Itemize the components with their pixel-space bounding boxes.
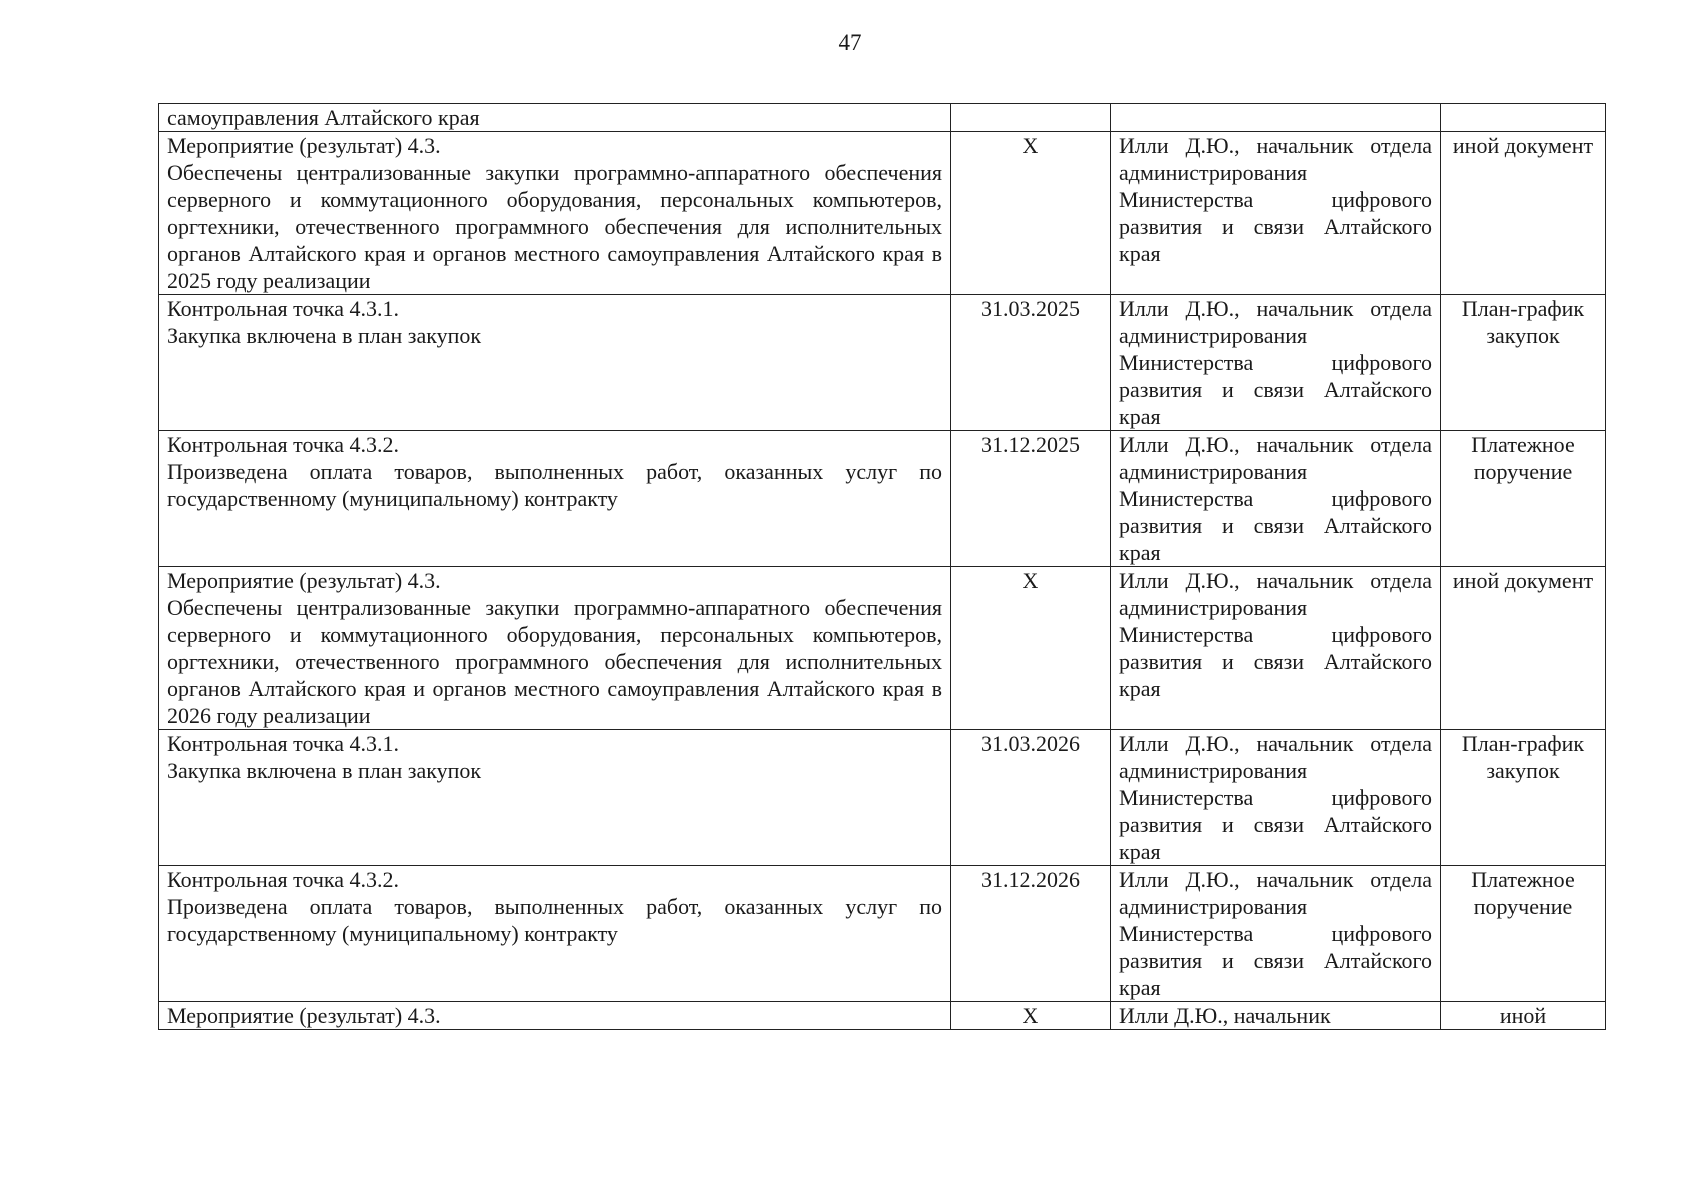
document-cell: иной документ [1441, 132, 1606, 295]
table-row [159, 104, 1606, 132]
document-cell: Платежное поручение [1441, 431, 1606, 567]
row-body: Обеспечены централизованные закупки программно-аппаратного обеспечения серверного и коммутационного оборудования, персональных компьютеров, оргтехники, отечественного программного обеспечения для исполнительных органов Алтайского края и органов местного самоуправления Алтайского края в 2026 году реализации [167, 595, 942, 728]
plan-table [158, 103, 1606, 1030]
date-cell: 31.12.2025 [951, 431, 1111, 567]
description-cell [159, 104, 951, 132]
responsible-cell [1111, 104, 1441, 132]
row-body: Закупка включена в план закупок [167, 758, 482, 783]
date-cell: 31.03.2026 [951, 730, 1111, 866]
document-cell: Платежное поручение [1441, 866, 1606, 1002]
table-row [159, 866, 1606, 1002]
row-title: Мероприятие (результат) 4.3. [167, 568, 441, 593]
description-cell [159, 866, 951, 1002]
description-cell [159, 431, 951, 567]
document-cell: иной [1441, 1002, 1606, 1030]
description-cell [159, 567, 951, 730]
row-body: Обеспечены централизованные закупки программно-аппаратного обеспечения серверного и коммутационного оборудования, персональных компьютеров, оргтехники, отечественного программного обеспечения для исполнительных органов Алтайского края и органов местного самоуправления Алтайского края в 2025 году реализации [167, 160, 942, 293]
table-row [159, 567, 1606, 730]
row-title: Мероприятие (результат) 4.3. [167, 1003, 441, 1028]
responsible-cell: Илли Д.Ю., начальник [1111, 1002, 1441, 1030]
responsible-cell: Илли Д.Ю., начальник отдела администрирования Министерства цифрового развития и связи Алтайского края [1111, 295, 1441, 431]
table-row [159, 295, 1606, 431]
document-cell: План-график закупок [1441, 730, 1606, 866]
date-cell: X [951, 1002, 1111, 1030]
date-cell [951, 104, 1111, 132]
description-cell [159, 295, 951, 431]
responsible-cell: Илли Д.Ю., начальник отдела администрирования Министерства цифрового развития и связи Алтайского края [1111, 132, 1441, 295]
table-row [159, 730, 1606, 866]
row-title: самоуправления Алтайского края [167, 105, 480, 130]
responsible-cell: Илли Д.Ю., начальник отдела администрирования Министерства цифрового развития и связи Алтайского края [1111, 567, 1441, 730]
row-title: Контрольная точка 4.3.1. [167, 731, 400, 756]
row-title: Контрольная точка 4.3.1. [167, 296, 400, 321]
date-cell: 31.03.2025 [951, 295, 1111, 431]
description-cell [159, 730, 951, 866]
row-title: Контрольная точка 4.3.2. [167, 867, 400, 892]
date-cell: X [951, 132, 1111, 295]
description-cell [159, 132, 951, 295]
row-title: Мероприятие (результат) 4.3. [167, 133, 441, 158]
row-body: Произведена оплата товаров, выполненных работ, оказанных услуг по государственному (муниципальному) контракту [167, 894, 942, 946]
date-cell: X [951, 567, 1111, 730]
responsible-cell: Илли Д.Ю., начальник отдела администрирования Министерства цифрового развития и связи Алтайского края [1111, 431, 1441, 567]
document-cell: План-график закупок [1441, 295, 1606, 431]
page-number: 47 [838, 30, 862, 55]
row-title: Контрольная точка 4.3.2. [167, 432, 400, 457]
description-cell [159, 1002, 951, 1030]
row-body: Произведена оплата товаров, выполненных работ, оказанных услуг по государственному (муниципальному) контракту [167, 459, 942, 511]
table-row [159, 431, 1606, 567]
table-row [159, 1002, 1606, 1030]
document-cell [1441, 104, 1606, 132]
table-row [159, 132, 1606, 295]
date-cell: 31.12.2026 [951, 866, 1111, 1002]
document-cell: иной документ [1441, 567, 1606, 730]
responsible-cell: Илли Д.Ю., начальник отдела администрирования Министерства цифрового развития и связи Алтайского края [1111, 730, 1441, 866]
responsible-cell: Илли Д.Ю., начальник отдела администрирования Министерства цифрового развития и связи Алтайского края [1111, 866, 1441, 1002]
row-body: Закупка включена в план закупок [167, 323, 482, 348]
